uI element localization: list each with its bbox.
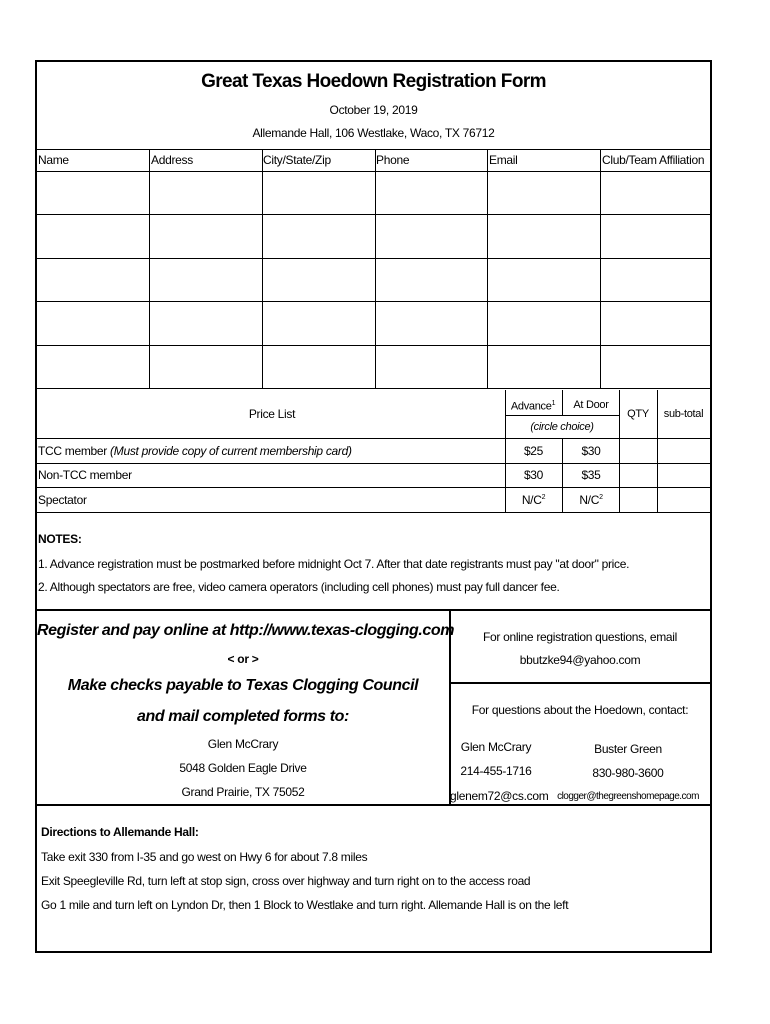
registrant-entry-cell[interactable] — [38, 302, 149, 345]
event-date: October 19, 2019 — [329, 103, 418, 117]
directions-line: Go 1 mile and turn left on Lyndon Dr, then 1 Block to Westlake and turn right. Allemande Hall is on the left — [41, 898, 569, 912]
registrant-entry-cell[interactable] — [38, 215, 149, 258]
divider — [657, 390, 658, 512]
divider — [37, 512, 710, 513]
column-header-address: Address — [151, 153, 193, 167]
directions-heading: Directions to Allemande Hall: — [41, 825, 199, 839]
notes-heading: NOTES: — [38, 532, 82, 546]
contact-email: clogger@thegreenshomepage.com — [557, 791, 699, 802]
mail-address-line: Glen McCrary — [207, 737, 279, 751]
registrant-entry-cell[interactable] — [38, 172, 149, 214]
form-title: Great Texas Hoedown Registration Form — [201, 71, 546, 92]
circle-choice-note: (circle choice) — [530, 421, 594, 433]
price-advance-non-tcc[interactable]: $30 — [523, 468, 544, 482]
column-header-phone: Phone — [376, 153, 410, 167]
contact-email: glenem72@cs.com — [450, 789, 549, 803]
column-header-name: Name — [38, 153, 69, 167]
online-questions-email: bbutzke94@yahoo.com — [519, 653, 641, 667]
directions-line: Take exit 330 from I-35 and go west on Hwy 6 for about 7.8 miles — [41, 850, 368, 864]
checks-payable-text: Make checks payable to Texas Clogging Council — [67, 677, 419, 694]
divider — [619, 390, 620, 512]
registrant-entry-cell[interactable] — [38, 346, 149, 388]
mail-address-line: Grand Prairie, TX 75052 — [181, 785, 305, 799]
price-door-spectator[interactable]: $N/C^2$ — [579, 493, 603, 507]
at-door-header: At Door — [573, 399, 609, 411]
subtotal-header: sub-total — [663, 408, 704, 420]
divider — [37, 609, 710, 611]
divider — [37, 438, 710, 439]
price-row-non-tcc: Non-TCC member — [38, 468, 132, 482]
divider — [375, 149, 376, 389]
divider — [37, 463, 710, 464]
divider — [450, 682, 710, 684]
mail-forms-text: and mail completed forms to: — [137, 708, 349, 725]
contact-name: Buster Green — [594, 742, 662, 756]
divider — [37, 487, 710, 488]
divider — [262, 149, 263, 389]
price-door-non-tcc[interactable]: $35 — [581, 468, 601, 482]
price-row-tcc: TCC member (Must provide copy of current membership card) — [38, 444, 352, 458]
price-door-tcc[interactable]: $30 — [581, 444, 601, 458]
price-advance-tcc[interactable]: $25 — [523, 444, 544, 458]
contact-phone: 830-980-3600 — [592, 766, 664, 780]
divider — [37, 149, 710, 150]
divider — [505, 415, 619, 416]
divider — [37, 804, 710, 806]
note-item: 2. Although spectators are free, video camera operators (including cell phones) must pay full dancer fee. — [38, 580, 560, 594]
online-questions-text: For online registration questions, email — [482, 630, 678, 644]
registration-form — [35, 60, 712, 953]
divider — [149, 149, 150, 389]
directions-line: Exit Speegleville Rd, turn left at stop sign, cross over highway and turn right on to the access road — [41, 874, 531, 888]
divider — [600, 149, 601, 389]
divider — [487, 149, 488, 389]
register-online-text: Register and pay online at http://www.texas-clogging.com — [37, 622, 455, 639]
price-advance-spectator[interactable]: $N/C^2$ — [521, 493, 546, 507]
divider — [562, 390, 563, 415]
qty-header: QTY — [627, 408, 649, 420]
divider — [37, 388, 710, 389]
price-list-label: Price List — [248, 407, 296, 421]
advance-header: Advance$^1$ — [510, 400, 556, 413]
note-item: 1. Advance registration must be postmarked before midnight Oct 7. After that date registrants must pay "at door" price. — [38, 557, 630, 571]
column-header-club: Club/Team Affiliation — [602, 153, 705, 167]
contact-phone: 214-455-1716 — [460, 764, 532, 778]
or-text: < or > — [227, 652, 259, 666]
event-location: Allemande Hall, 106 Westlake, Waco, TX 76712 — [252, 126, 495, 140]
price-row-spectator: Spectator — [38, 493, 87, 507]
mail-address-line: 5048 Golden Eagle Drive — [179, 761, 307, 775]
hoedown-questions-heading: For questions about the Hoedown, contact: — [471, 703, 689, 717]
column-header-email: Email — [489, 153, 518, 167]
column-header-city: City/State/Zip — [263, 153, 331, 167]
contact-name: Glen McCrary — [460, 740, 532, 754]
registrant-entry-cell[interactable] — [38, 259, 149, 301]
